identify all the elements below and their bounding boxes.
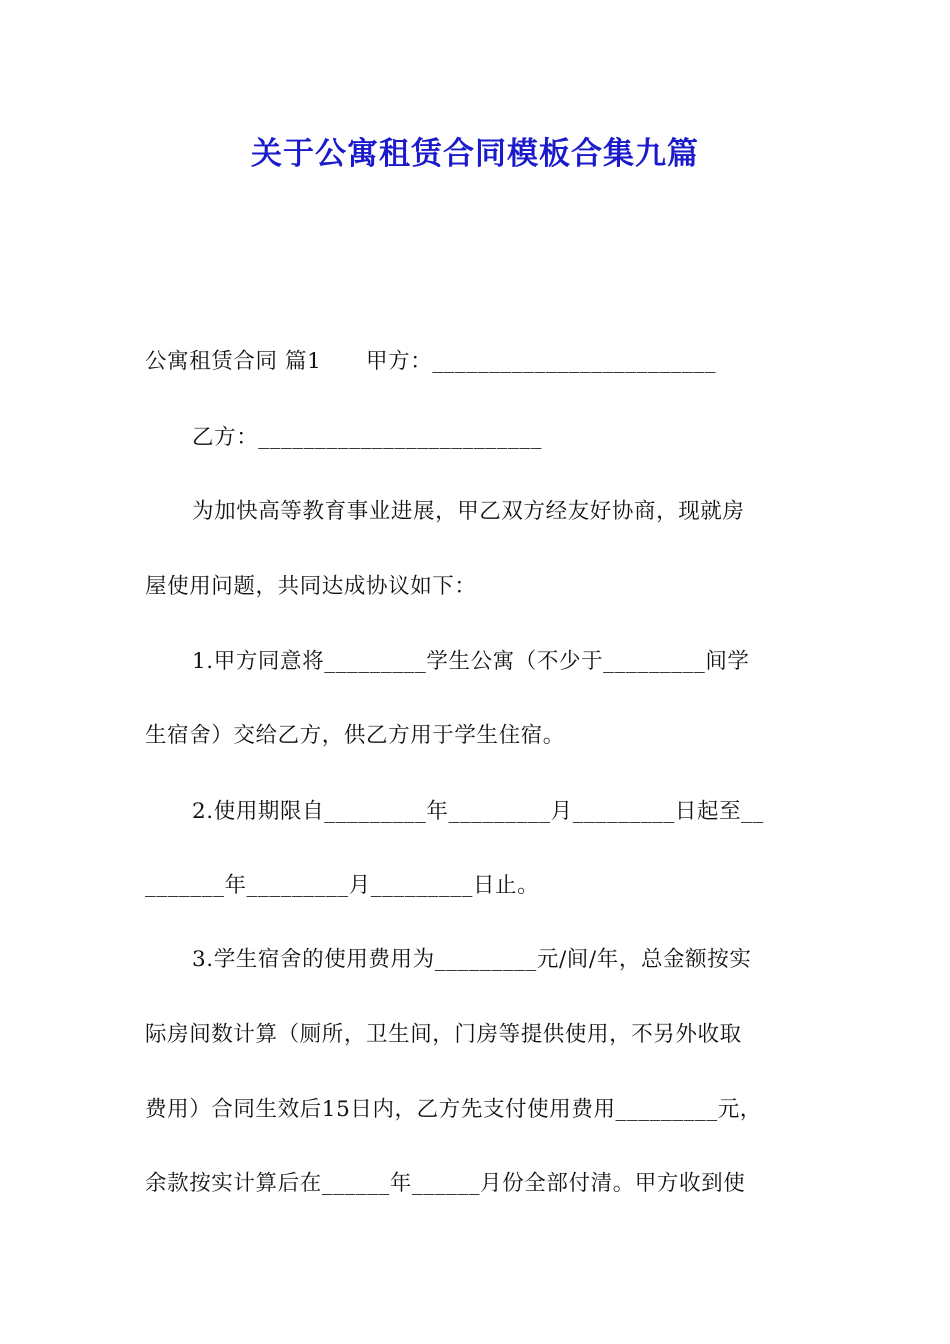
document-title: 关于公寓租赁合同模板合集九篇: [251, 136, 699, 172]
clause-2-line: _______年_________月_________日止。: [145, 873, 540, 898]
clause-3-line: 余款按实计算后在______年______月份全部付清。甲方收到使: [145, 1171, 746, 1196]
clause-3-line: 费用）合同生效后15日内，乙方先支付使用费用_________元，: [145, 1097, 762, 1122]
clause-1-line: 1.甲方同意将_________学生公寓（不少于_________间学: [192, 649, 750, 674]
paragraph-line: 为加快高等教育事业进展，甲乙双方经友好协商，现就房: [192, 499, 745, 524]
contract-heading-line: 公寓租赁合同 篇1 甲方：_________________________: [145, 349, 717, 374]
party-b-line: 乙方：_________________________: [192, 425, 543, 450]
clause-3-line: 际房间数计算（厕所，卫生间，门房等提供使用，不另外收取: [145, 1022, 742, 1047]
clause-1-line: 生宿舍）交给乙方，供乙方用于学生住宿。: [145, 723, 565, 748]
clause-2-line: 2.使用期限自_________年_________月_________日起至__: [192, 799, 764, 824]
clause-3-line: 3.学生宿舍的使用费用为_________元/间/年，总金额按实: [192, 947, 752, 972]
paragraph-line: 屋使用问题，共同达成协议如下：: [145, 574, 477, 599]
